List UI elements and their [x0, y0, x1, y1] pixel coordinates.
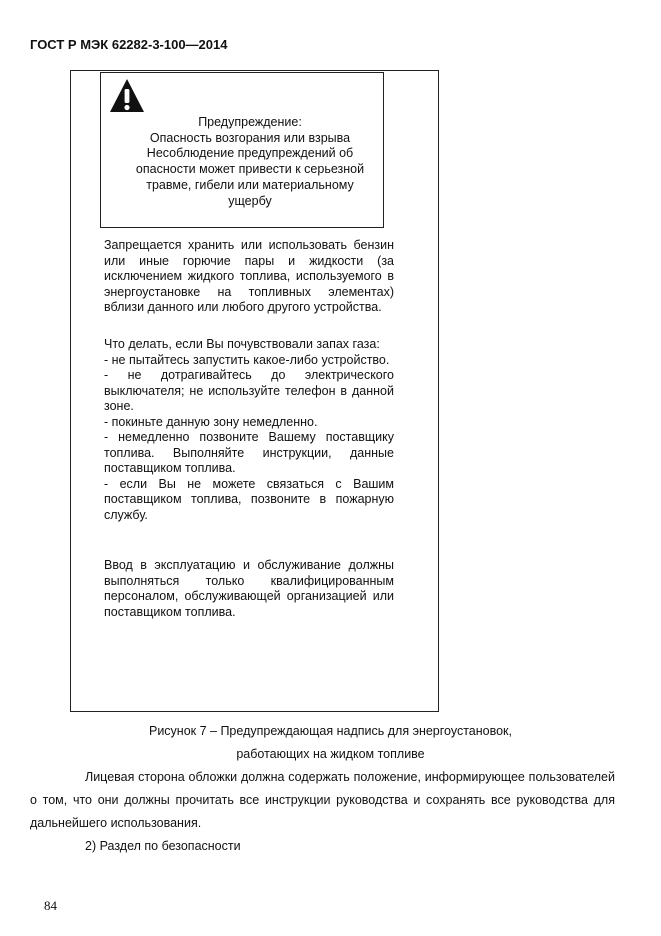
gas-smell-step: - не пытайтесь запустить какое-либо устройство.	[104, 352, 390, 367]
page-number: 84	[44, 898, 57, 913]
warning-title: Предупреждение:	[198, 115, 302, 129]
section-heading: 2) Раздел по безопасности	[85, 839, 241, 853]
gas-smell-step: - немедленно позвоните Вашему поставщику топлива. Выполняйте инструкции, данные поставщиком топлива.	[104, 430, 394, 475]
prohibition-text	[104, 238, 394, 316]
warning-text	[123, 115, 377, 209]
warning-line: опасности может привести к серьезной	[135, 162, 365, 177]
document-header: ГОСТ Р МЭК 62282-3-100—2014	[30, 37, 228, 52]
figure-caption-line1: Рисунок 7 – Предупреждающая надпись для энергоустановок,	[148, 724, 512, 738]
figure-caption-line2: работающих на жидком топливе	[236, 747, 425, 761]
gas-smell-step: - не дотрагивайтесь до электрического выключателя; не используйте телефон в данной зоне.	[104, 368, 394, 413]
body-paragraph: Лицевая сторона обложки должна содержать положение, информирующее пользователей о том, что они должны прочитать все инструкции руководства и сохранять все руководства для дальнейшего использования.	[30, 770, 615, 830]
gas-smell-step: - покиньте данную зону немедленно.	[104, 414, 318, 429]
warning-triangle-icon	[109, 78, 145, 114]
warning-line: Опасность возгорания или взрыва	[149, 130, 351, 145]
service-note	[104, 558, 394, 620]
service-note-paragraph: Ввод в эксплуатацию и обслуживание должны выполняться только квалифицированным персоналом, обслуживающей организацией или поставщиком топлива.	[104, 558, 394, 619]
prohibition-paragraph: Запрещается хранить или использовать бензин или иные горючие пары и жидкости (за исключением жидкого топлива, используемого в энергоустановке на топливных элементах) вблизи данного или любого другого устройства.	[104, 238, 394, 314]
gas-smell-step: - если Вы не можете связаться с Вашим поставщиком топлива, позвоните в пожарную службу.	[104, 476, 394, 522]
gas-smell-intro: Что делать, если Вы почувствовали запах газа:	[104, 337, 380, 351]
warning-box	[100, 72, 384, 228]
warning-line: ущербу	[228, 193, 272, 208]
warning-line: травме, гибели или материальному	[146, 177, 354, 192]
warning-line: Несоблюдение предупреждений об	[146, 146, 354, 161]
gas-smell-section	[104, 337, 394, 523]
